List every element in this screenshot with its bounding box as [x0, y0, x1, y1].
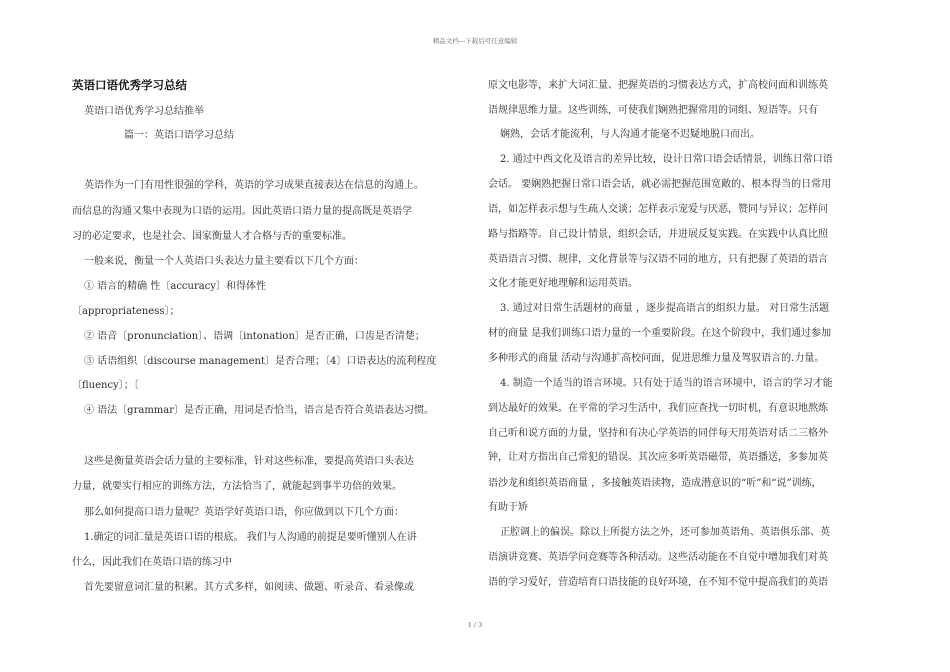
- body-line: 一般来说，衡量一个人英语口头表达力量主要看以下几个方面：: [84, 256, 364, 267]
- body-line: 1.确定的词汇量是英语口语的根底。 我们与人沟通的前提是要听懂别人在讲: [84, 532, 417, 543]
- body-line: 英语作为一门有用性很强的学科，英语的学习成果直接表达在信息的沟通上。: [84, 180, 424, 191]
- body-line: 首先要留意词汇量的积累。其方式多样，如阅读、做题、听录音、看录像或: [84, 582, 414, 593]
- body-line: ③ 话语组织〔discourse management〕是否合理；〔4〕口语表达的流利程度: [84, 356, 437, 367]
- body-line: ② 语音〔pronunciation〕、语调〔intonation〕是否正确，口齿是否清楚；: [84, 331, 425, 342]
- body-line: 会话。 要娴熟把握日常口语会话，就必需把握范围宽敞的、根本得当的日常用: [488, 179, 832, 190]
- body-line: 有助于矫: [488, 502, 528, 513]
- page-number: 1 / 3: [467, 621, 483, 629]
- body-line: 3. 通过对日常生活题材的商量 ，逐步提高语言的组织力量。 对日常生活题: [500, 303, 830, 314]
- body-line: 多种形式的商量 活动与沟通扩高校问面，促进思维力量及驾驭语言的.力量。: [488, 353, 825, 364]
- body-line: 娴熟，会话才能流利，与人沟通才能毫不迟疑地脱口而出。: [500, 129, 760, 140]
- body-line: 自己听和说方面的力量，坚持和有决心学英语的同伴每天用英语对话二三格外: [488, 428, 828, 439]
- body-line: 正腔调上的偏误。除以上所提方法之外，还可参加英语角、英语俱乐部、英: [500, 527, 830, 538]
- body-line: ① 语言的精确 性〔accuracy〕和得体性: [84, 281, 266, 292]
- body-line: 语规律思维力量。这些训练，可使我们娴熟把握常用的词组、短语等。只有: [488, 105, 818, 116]
- body-line: 什么，因此我们在英语口语的练习中: [72, 557, 232, 568]
- document-title: 英语口语优秀学习总结: [72, 78, 187, 92]
- body-line: ④ 语法〔grammar〕是否正确，用词是否恰当，语言是否符合英语表达习惯。: [84, 405, 435, 416]
- body-line: 这些是衡量英语会话力量的主要标准，针对这些标准，要提高英语口头表达: [84, 456, 414, 467]
- body-line: 语，如怎样表示想与生疏人交谈；怎样表示宠爱与厌恶，赞同与异议；怎样问: [488, 204, 828, 215]
- body-line: 文化才能更好地理解和运用英语。: [488, 278, 638, 289]
- body-line: 材的商量 是我们训练口语力量的一个重要阶段。在这个阶段中，我们通过参加: [488, 328, 832, 339]
- body-line: 语演讲竞赛、英语学问竞赛等各种活动。这些活动能在不自觉中增加我们对英: [488, 552, 828, 563]
- body-line: 而信息的沟通又集中表现为口语的运用。因此英语口语力量的提高既是英语学: [72, 206, 412, 217]
- body-line: 那么如何提高口语力量呢？英语学好英语口语，你应做到以下几个方面：: [84, 507, 404, 518]
- body-line: 到达最好的效果。在平常的学习生活中，我们应查找一切时机，有意识地熬炼: [488, 403, 828, 414]
- body-line: 语沙龙和组织英语商量 ，多接触英语读物，造成潜意识的“听”和“说”训练，: [488, 478, 822, 489]
- body-line: 〔appropriateness〕；: [72, 306, 180, 317]
- body-line: 习的必定要求，也是社会、国家衡量人才合格与否的重要标准。: [72, 231, 352, 242]
- body-line: 〔fluency〕；〔: [72, 380, 139, 391]
- body-line: 语的学习爱好，营造培育口语技能的良好环境，在不知不觉中提高我们的英语: [488, 577, 828, 588]
- body-line: 英语语言习惯、规律，文化背景等与汉语不同的地方，只有把握了英语的语言: [488, 254, 828, 265]
- body-line: 力量，就要实行相应的训练方法，方法恰当了，就能起到事半功倍的效果。: [72, 481, 402, 492]
- chapter-heading: 篇一：英语口语学习总结: [124, 130, 234, 141]
- body-line: 2. 通过中西文化及语言的差异比较，设计日常口语会话情景，训练日常口语: [500, 154, 833, 165]
- body-line: 原文电影等，来扩大词汇量、把握英语的习惯表达方式，扩高校问面和训练英: [488, 80, 828, 91]
- body-line: 钟，让对方指出自己常犯的错误。其次应多听英语磁带，英语播送，多参加英: [488, 452, 828, 463]
- document-subtitle: 英语口语优秀学习总结推举: [84, 106, 204, 117]
- body-line: 路与指路等。自己设计情景，组织会话，并进展反复实践。在实践中认真比照: [488, 229, 828, 240]
- page-header: 精品文档---下载后可任意编辑: [432, 37, 518, 45]
- body-line: 4. 制造一个适当的语言环境。只有处于适当的语言环境中，语言的学习才能: [500, 378, 833, 389]
